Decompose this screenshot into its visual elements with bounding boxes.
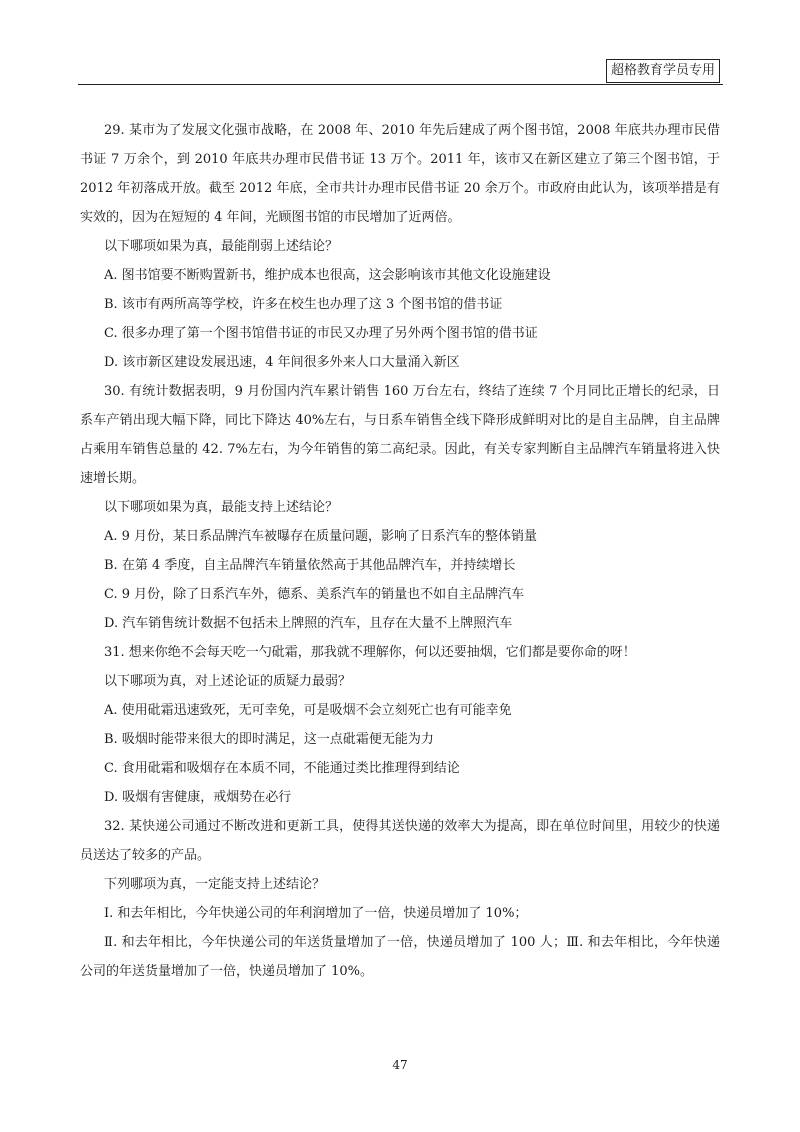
- question-prompt: 以下哪项为真，对上述论证的质疑力最弱？: [104, 674, 352, 689]
- option-c: C. 食用砒霜和吸烟存在本质不同，不能通过类比推理得到结论: [104, 761, 460, 776]
- question-stem: 29. 某市为了发展文化强市战略，在 2008 年、2010 年先后建成了两个图书馆，2008 年底共办理市民借书证 7 万余个，到 2010 年底共办理市民借书证 13 万个。2011 年，该市又在新区建立了第三个图书馆，于 2012 年初落成开放。截至 2012 年底，全市共计办理市民借书证 20 余万个。市政府由此认为，该项举措是有实效的，因为在短短的 4 年间，光顾图书馆的市民增加了近两倍。: [80, 123, 720, 225]
- option-d: D. 吸烟有害健康，戒烟势在必行: [104, 790, 292, 805]
- question-stem: 32. 某快递公司通过不断改进和更新工具，使得其送快递的效率大为提高，即在单位时间里，用较少的快递员送达了较多的产品。: [80, 819, 720, 863]
- question-stem: 31. 想来你绝不会每天吃一勺砒霜，那我就不理解你，何以还要抽烟，它们都是要你命的呀！: [104, 645, 636, 660]
- header-label: 超格教育学员专用: [606, 59, 720, 83]
- question-prompt: 下列哪项为真，一定能支持上述结论？: [104, 877, 326, 892]
- question-prompt: 以下哪项如果为真，最能支持上述结论？: [104, 500, 339, 515]
- option-a: A. 使用砒霜迅速致死，无可幸免，可是吸烟不会立刻死亡也有可能幸免: [104, 703, 512, 718]
- page-number: 47: [392, 1058, 408, 1072]
- option-b: B. 该市有两所高等学校，许多在校生也办理了这 3 个图书馆的借书证: [104, 297, 503, 312]
- page-content: [80, 116, 720, 986]
- question-stem: 30. 有统计数据表明，9 月份国内汽车累计销售 160 万台左右，终结了连续 7 个月同比正增长的纪录，日系车产销出现大幅下降，同比下降达 40%左右，与日系车销售全线下降形成鲜明对比的是自主品牌，自主品牌占乘用车销售总量的 42. 7%左右，为今年销售的第二高纪录。因此，有关专家判断自主品牌汽车销量将进入快速增长期。: [80, 384, 720, 486]
- option-a: A. 9 月份，某日系品牌汽车被曝存在质量问题，影响了日系汽车的整体销量: [104, 529, 538, 544]
- statement-2-3: Ⅱ. 和去年相比，今年快递公司的年送货量增加了一倍，快递员增加了 100 人；Ⅲ. 和去年相比，今年快递公司的年送货量增加了一倍，快递员增加了 10%。: [80, 935, 720, 979]
- option-d: D. 该市新区建设发展迅速，4 年间很多外来人口大量涌入新区: [104, 355, 460, 370]
- option-c: C. 9 月份，除了日系汽车外，德系、美系汽车的销量也不如自主品牌汽车: [104, 587, 525, 602]
- option-b: B. 吸烟时能带来很大的即时满足，这一点砒霜便无能为力: [104, 732, 434, 747]
- option-a: A. 图书馆要不断购置新书，维护成本也很高，这会影响该市其他文化设施建设: [104, 268, 551, 283]
- option-c: C. 很多办理了第一个图书馆借书证的市民又办理了另外两个图书馆的借书证: [104, 326, 538, 341]
- statement-1: Ⅰ. 和去年相比，今年快递公司的年利润增加了一倍，快递员增加了 10%；: [104, 906, 528, 921]
- option-b: B. 在第 4 季度，自主品牌汽车销量依然高于其他品牌汽车，并持续增长: [104, 558, 516, 573]
- question-prompt: 以下哪项如果为真，最能削弱上述结论？: [104, 239, 339, 254]
- header-rule: [78, 84, 723, 85]
- option-d: D. 汽车销售统计数据不包括未上牌照的汽车，且存在大量不上牌照汽车: [104, 616, 513, 631]
